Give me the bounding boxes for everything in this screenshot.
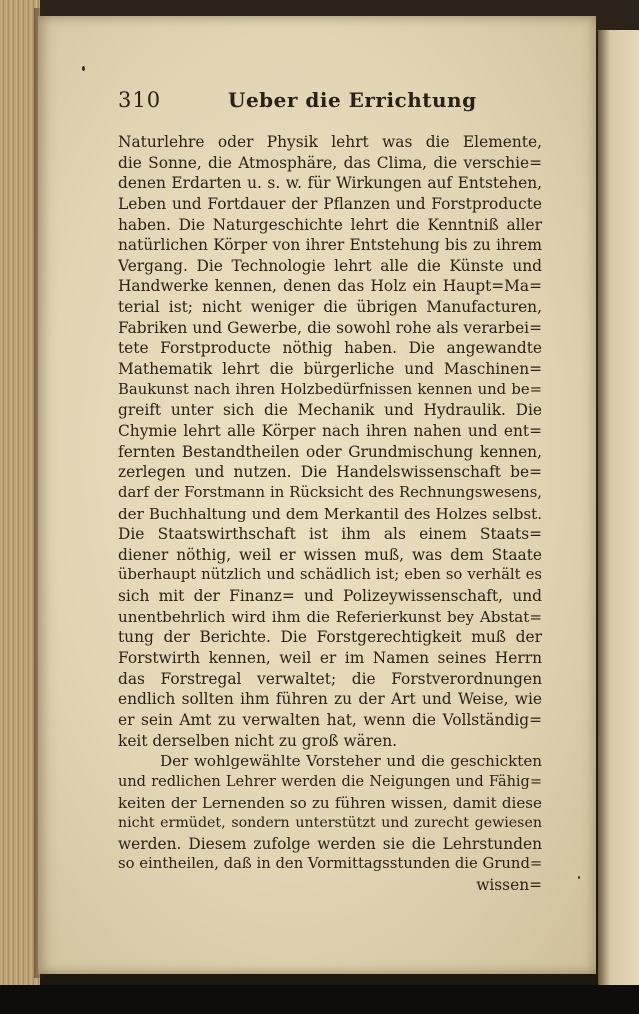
text-line: endlich sollten ihm führen zu der Art und Weise, wie	[118, 690, 542, 709]
text-line: keiten der Lernenden so zu führen wissen, damit diese	[118, 793, 542, 812]
text-line: und redlichen Lehrer werden die Neigungen und Fähig=	[118, 773, 542, 790]
page-number: 310	[118, 88, 162, 112]
running-head: Ueber die Errichtung	[228, 88, 477, 112]
text-line: überhaupt nützlich und schädlich ist; eben so verhält es	[118, 566, 542, 584]
text-line: Handwerke kennen, denen das Holz ein Haupt=Ma=	[118, 277, 542, 296]
text-line: Naturlehre oder Physik lehrt was die Elemente,	[118, 133, 542, 151]
text-line: tete Forstproducte nöthig haben. Die angewandte	[118, 339, 542, 358]
text-line: unentbehrlich wird ihm die Referierkunst bey Abstat=	[118, 607, 542, 626]
text-line: werden. Diesem zufolge werden sie die Lehrstunden	[118, 834, 542, 853]
catchword: wissen=	[476, 876, 542, 895]
text-line: Forstwirth kennen, weil er im Namen seines Herrn	[118, 649, 542, 668]
text-line: Die Staatswirthschaft ist ihm als einem Staats=	[118, 525, 542, 544]
text-line: haben. Die Naturgeschichte lehrt die Kenntniß aller	[118, 215, 542, 234]
text-line: Chymie lehrt alle Körper nach ihren nahen und ent=	[118, 421, 542, 440]
ink-speck	[578, 876, 580, 879]
text-line: Fabriken und Gewerbe, die sowohl rohe als verarbei=	[118, 318, 542, 337]
page-header	[118, 88, 477, 122]
body-text	[118, 132, 542, 896]
text-line: diener nöthig, weil er wissen muß, was dem Staate	[118, 545, 542, 564]
text-line-paragraph-start: Der wohlgewählte Vorsteher und die geschickten	[160, 752, 542, 771]
text-line: terial ist; nicht weniger die übrigen Manufacturen,	[118, 298, 542, 317]
text-line: tung der Berichte. Die Forstgerechtigkeit muß der	[118, 628, 542, 647]
text-line: darf der Forstmann in Rücksicht des Rechnungswesens,	[118, 483, 542, 501]
text-line: Leben und Fortdauer der Pflanzen und Forstproducte	[118, 194, 542, 213]
text-line: natürlichen Körper von ihrer Entstehung bis zu ihrem	[118, 236, 542, 255]
text-line: so eintheilen, daß in den Vormittagsstunden die Grund=	[118, 855, 542, 873]
facing-page-edge	[598, 30, 639, 985]
text-line: die Sonne, die Atmosphäre, das Clima, die verschie=	[118, 153, 542, 172]
text-line: fernten Bestandtheilen oder Grundmischung kennen,	[118, 442, 542, 461]
text-line: nicht ermüdet, sondern unterstützt und zurecht gewiesen	[118, 815, 542, 832]
text-line: sich mit der Finanz= und Polizeywissenschaft, und	[118, 587, 542, 606]
text-line: zerlegen und nutzen. Die Handelswissenschaft be=	[118, 463, 542, 482]
text-line-paragraph-end: keit derselben nicht zu groß wären.	[118, 731, 398, 750]
scan-bottom-border	[0, 985, 639, 1014]
text-line: greift unter sich die Mechanik und Hydraulik. Die	[118, 401, 542, 420]
text-line: das Forstregal verwaltet; die Forstverordnungen	[118, 669, 542, 688]
text-line: denen Erdarten u. s. w. für Wirkungen auf Entstehen,	[118, 174, 542, 193]
text-line: der Buchhaltung und dem Merkantil des Holzes selbst.	[118, 504, 542, 523]
text-line: Vergang. Die Technologie lehrt alle die Künste und	[118, 256, 542, 275]
text-line: Baukunst nach ihren Holzbedürfnissen kennen und be=	[118, 380, 542, 398]
text-line: Mathematik lehrt die bürgerliche und Maschinen=	[118, 360, 542, 379]
ink-speck	[82, 66, 85, 71]
text-line: er sein Amt zu verwalten hat, wenn die Vollständig=	[118, 710, 542, 729]
